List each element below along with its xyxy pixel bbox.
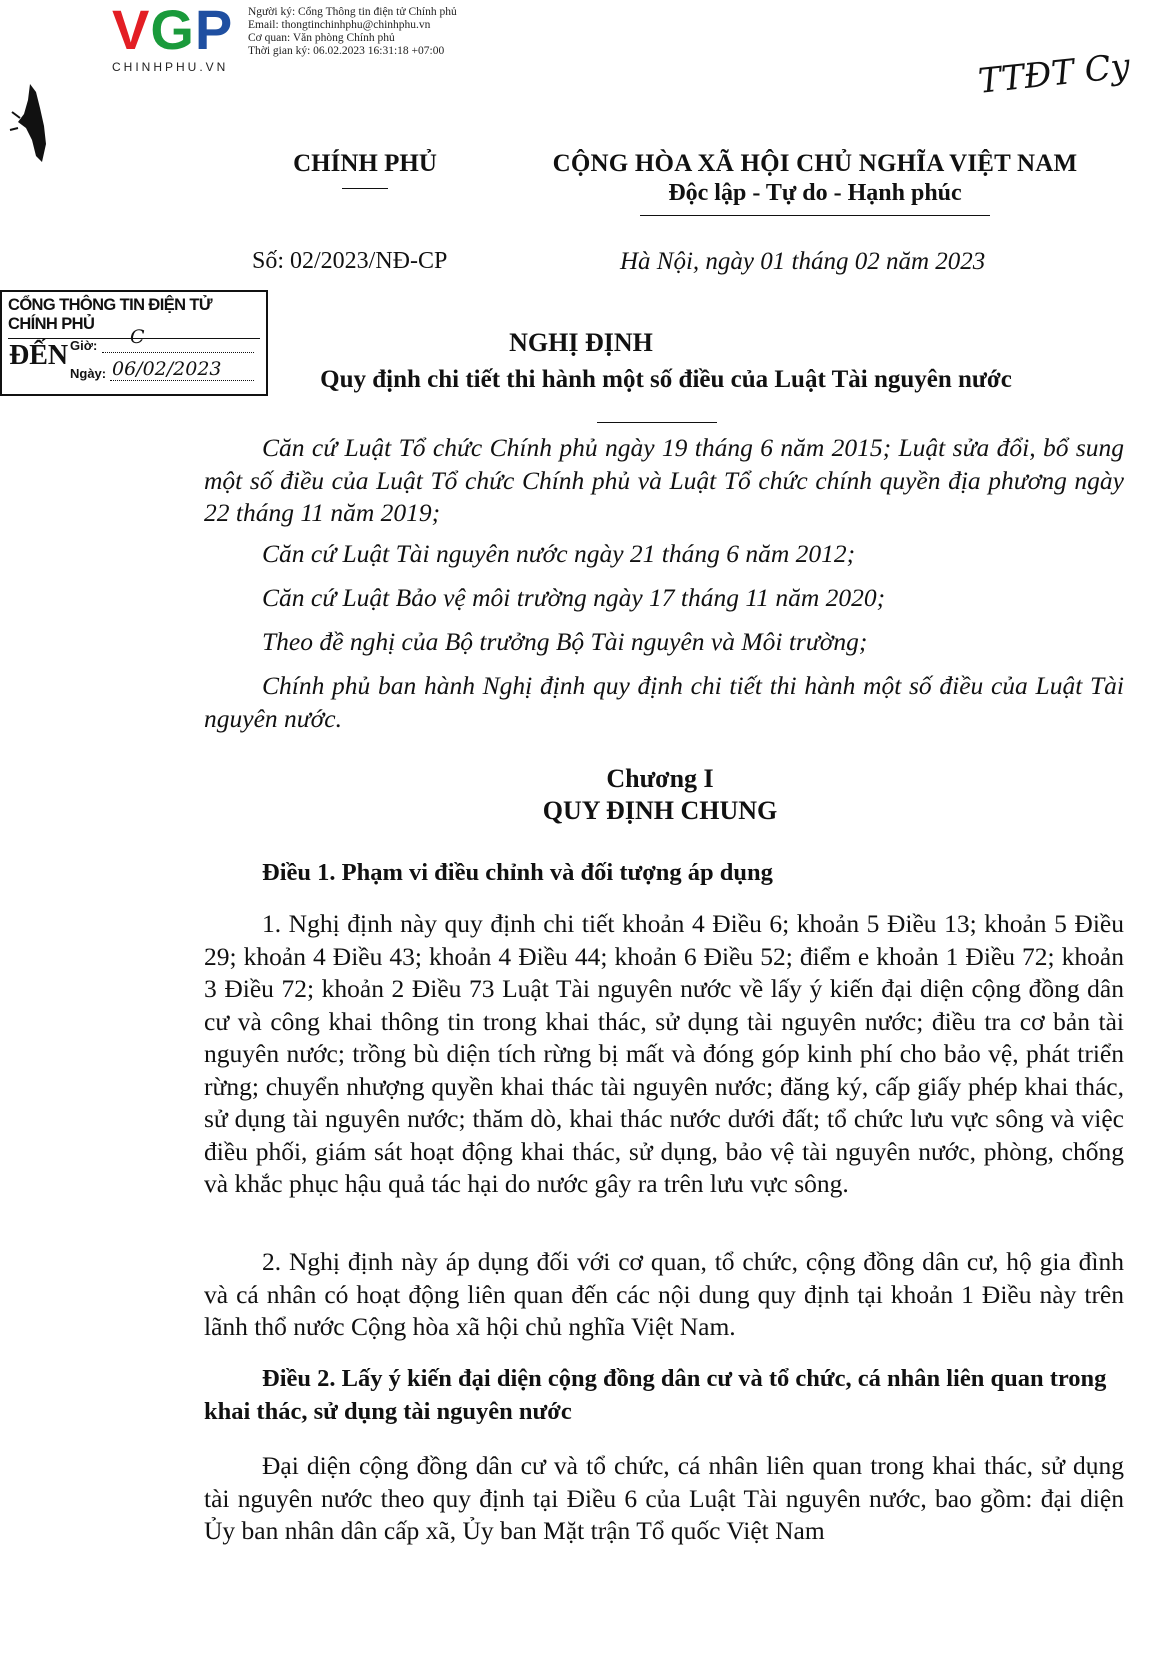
- document-number: Số: 02/2023/NĐ-CP: [252, 248, 448, 274]
- article-2-heading: Điều 2. Lấy ý kiến đại diện cộng đồng dân cư và tổ chức, cá nhân liên quan trong khai thác, sử dụng tài nguyên nước: [204, 1365, 1107, 1425]
- logo-letter-g: G: [150, 0, 195, 61]
- signer-line: Cơ quan: Văn phòng Chính phủ: [248, 32, 395, 44]
- document-date: Hà Nội, ngày 01 tháng 02 năm 2023: [620, 248, 986, 275]
- vgp-logo: [112, 2, 244, 74]
- logo-site-name: CHINHPHU.VN: [112, 60, 229, 74]
- logo-letter-p: P: [194, 0, 234, 61]
- stamp-date-value: 06/02/2023: [112, 358, 222, 380]
- article-1-clause-2: 2. Nghị định này áp dụng đối với cơ quan, tổ chức, cộng đồng dân cư, hộ gia đình và cá nhân có hoạt động liên quan đến các nội dung quy định tại khoản 1 Điều này trên lãnh thổ nước Cộng hòa xã hội chủ nghĩa Việt Nam.: [204, 1247, 1124, 1341]
- signer-line: Thời gian ký: 06.02.2023 16:31:18 +07:00: [248, 45, 445, 57]
- stamp-den: ĐẾN: [9, 340, 69, 371]
- header-left: [240, 150, 490, 189]
- preamble-paragraph: Căn cứ Luật Tổ chức Chính phủ ngày 19 tháng 6 năm 2015; Luật sửa đổi, bổ sung một số điều của Luật Tổ chức Chính phủ và Luật Tổ chức chính quyền địa phương ngày 22 tháng 11 năm 2019;: [204, 433, 1124, 527]
- vgp-logo-letters: [112, 0, 244, 61]
- stamp-dotline: [110, 380, 254, 381]
- document-subtitle: Quy định chi tiết thi hành một số điều của Luật Tài nguyên nước: [320, 366, 1012, 393]
- stamp-time-value: C: [130, 326, 145, 348]
- stamp-date-label: Ngày:: [70, 366, 107, 381]
- signer-line: Người ký: Cổng Thông tin điện tử Chính phủ: [248, 6, 457, 18]
- handwritten-note: TTĐT Cy: [976, 46, 1132, 102]
- stamp-time-label: Giờ:: [70, 338, 98, 353]
- divider: [640, 215, 990, 216]
- preamble-paragraph: Căn cứ Luật Tài nguyên nước ngày 21 tháng 6 năm 2012;: [262, 539, 856, 568]
- stamp-title: CỔNG THÔNG TIN ĐIỆN TỬ CHÍNH PHỦ: [8, 296, 260, 339]
- scan-artifact-icon: [6, 82, 52, 166]
- preamble-paragraph: Căn cứ Luật Bảo vệ môi trường ngày 17 tháng 11 năm 2020;: [262, 583, 886, 612]
- country-name: CỘNG HÒA XÃ HỘI CHỦ NGHĨA VIỆT NAM: [552, 150, 1078, 177]
- title-divider: [597, 422, 717, 423]
- digital-signature-info: [248, 6, 457, 58]
- signer-line: Email: thongtinchinhphu@chinhphu.vn: [248, 19, 431, 31]
- national-motto: Độc lập - Tự do - Hạnh phúc: [668, 180, 962, 206]
- issuing-organization: CHÍNH PHỦ: [293, 150, 437, 177]
- preamble-paragraph: Chính phủ ban hành Nghị định quy định chi tiết thi hành một số điều của Luật Tài nguyên nước.: [204, 671, 1124, 733]
- article-1-heading: Điều 1. Phạm vi điều chỉnh và đối tượng áp dụng: [262, 859, 773, 886]
- chapter-name: QUY ĐỊNH CHUNG: [542, 796, 778, 825]
- divider: [342, 188, 388, 189]
- logo-letter-v: V: [112, 0, 151, 61]
- document-title: NGHỊ ĐỊNH: [509, 328, 653, 357]
- chapter-number: Chương I: [606, 764, 714, 793]
- article-1-clause-1: 1. Nghị định này quy định chi tiết khoản 4 Điều 6; khoản 5 Điều 13; khoản 5 Điều 29; khoản 4 Điều 43; khoản 4 Điều 44; khoản 6 Điều 52; điểm e khoản 1 Điều 72; khoản 3 Điều 72; khoản 2 Điều 73 Luật Tài nguyên nước về lấy ý kiến đại diện cộng đồng dân cư và công khai thông tin trong khai thác, sử dụng tài nguyên nước; điều tra cơ bản tài nguyên nước; trồng bù diện tích rừng bị mất và đóng góp kinh phí cho bảo vệ, phát triển rừng; chuyển nhượng quyền khai thác tài nguyên nước; đăng ký, cấp giấy phép khai thác, sử dụng tài nguyên nước; thăm dò, khai thác nước dưới đất; tổ chức lưu vực sông và việc điều phối, giám sát hoạt động khai thác, sử dụng, bảo vệ tài nguyên nước, phòng, chống và khắc phục hậu quả tác hại do nước gây ra trên lưu vực sông.: [204, 909, 1124, 1198]
- header-right: [525, 150, 1105, 216]
- article-2-text: Đại diện cộng đồng dân cư và tổ chức, cá nhân liên quan trong khai thác, sử dụng tài nguyên nước theo quy định tại Điều 6 của Luật Tài nguyên nước, bao gồm: đại diện Ủy ban nhân dân cấp xã, Ủy ban Mặt trận Tổ quốc Việt Nam: [204, 1451, 1124, 1545]
- preamble-paragraph: Theo đề nghị của Bộ trưởng Bộ Tài nguyên và Môi trường;: [262, 627, 868, 656]
